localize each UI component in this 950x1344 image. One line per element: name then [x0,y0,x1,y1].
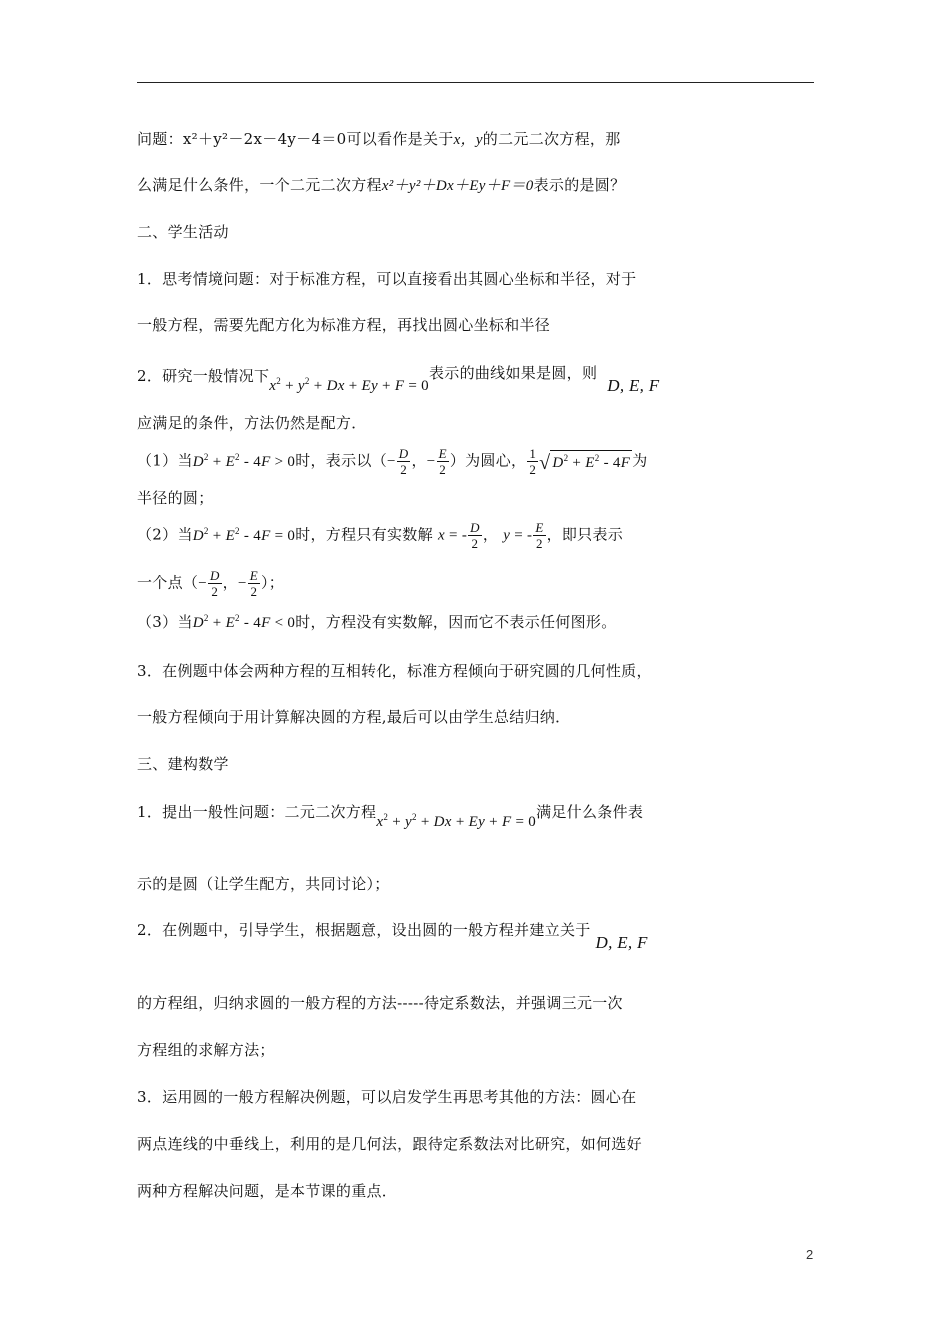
case-1-text: 时，表示以（ [295,451,388,470]
frac-denominator: 2 [211,584,219,599]
fraction-e-over-2 [533,520,545,551]
construct-item-2-text: 2．在例题中，引导学生，根据题意，设出圆的一般方程并建立关于 [137,921,591,939]
problem-text-1b: 的二元二次方程，那 [482,130,621,148]
header-rule [137,82,814,83]
activity-item-1-line-1: 1．思考情境问题：对于标准方程，可以直接看出其圆心坐标和半径，对于 [137,270,637,288]
activity-item-2-text-b: 表示的曲线如果是圆，则 [428,364,598,382]
case-1-for: 为 [632,451,648,470]
problem-text-2b: 表示的是圆？ [533,176,626,194]
case-3-condition: $D^2 + E^2 - 4F < 0$ [192,613,296,631]
case-1-label: （1）当 [137,451,193,470]
construct-item-1-line-2: 示的是圆（让学生配方，共同讨论）； [137,875,390,893]
general-equation: $x^2 + y^2 + Dx + Ey + F = 0$ [269,376,429,394]
activity-item-2-text: 2．研究一般情况下 [137,367,270,385]
frac-denominator: 2 [250,584,258,599]
frac-denominator: 2 [536,536,543,551]
frac-denominator: 2 [471,536,479,551]
case-1-condition: $D^2 + E^2 - 4F > 0$ [192,451,296,470]
solution-y: y = - [503,527,533,544]
page-number: 2 [806,1247,814,1262]
case-2-text-b: ，即只表示 [546,525,624,544]
problem-text-1: 问题：x²＋y²－2x－4y－4＝0可以看作是关于 [137,130,454,148]
frac-numerator-d: D [209,568,220,583]
case-1-line-2: 半径的圆； [137,489,214,507]
general-equation: $x^2 + y^2 + Dx + Ey + F = 0$ [376,812,537,830]
activity-item-2-line-2: 应满足的条件，方法仍然是配方． [137,414,367,432]
solution-x: x = - [437,527,468,544]
case-3-line [137,611,617,634]
activity-item-3-line-1: 3．在例题中体会两种方程的互相转化，标准方程倾向于研究圆的几何性质， [137,662,652,680]
frac-denominator: 2 [439,462,447,477]
case-2-text: 时，方程只有实数解 [295,525,433,544]
fraction-neg-e-over-2 [437,446,449,477]
construct-item-2-line-2: 的方程组，归纳求圆的一般方程的方法-----待定系数法，并强调三元一次 [137,994,623,1012]
problem-vars: x，y [453,132,483,148]
problem-line-2 [137,174,625,197]
case-2-line-2: 一个点（− $\frac{D}{2}$ ，− $\frac{E}{2}$ ）； [137,568,285,599]
activity-item-1-line-2: 一般方程，需要先配方化为标准方程，再找出圆心坐标和半径 [137,316,551,334]
fraction-neg-d-over-2 [397,446,411,477]
fraction-neg-e-over-2 [248,568,260,599]
construct-item-3-line-1: 3．运用圆的一般方程解决例题，可以启发学生再思考其他的方法：圆心在 [137,1088,637,1106]
construct-item-2-line-1 [137,919,648,952]
comma: ， [411,451,427,470]
case-1-center-text: ）为圆心， [449,451,527,470]
activity-item-3-line-2: 一般方程倾向于用计算解决圆的方程,最后可以由学生总结归纳． [137,708,571,726]
construct-item-1-text: 1．提出一般性问题：二元二次方程 [137,803,377,821]
problem-equation: x²＋y²＋Dx＋Ey＋F＝0 [381,178,534,194]
fraction-one-half [527,446,538,477]
frac-numerator-e: E [249,568,258,583]
frac-denominator: 2 [529,462,537,477]
problem-text-2: 么满足什么条件，一个二元二次方程 [137,176,382,194]
problem-line-1 [137,128,621,151]
construct-item-3-line-2: 两点连线的中垂线上，利用的是几何法，跟待定系数法对比研究，如何选好 [137,1135,642,1153]
case-3-text: 时，方程没有实数解，因而它不表示任何图形。 [295,613,617,631]
construct-item-2-line-3: 方程组的求解方法； [137,1041,275,1059]
frac-numerator-d: D [398,446,409,461]
case-2-point: 一个点（ [137,573,199,592]
coefficients-def: D, E, F [595,933,648,952]
construct-item-1-text-b: 满足什么条件表 [536,803,644,821]
case-3-label: （3）当 [137,613,193,631]
construct-item-3-line-3: 两种方程解决问题，是本节课的重点． [137,1182,398,1200]
fraction-d-over-2 [468,520,482,551]
frac-numerator-e: E [535,520,544,535]
frac-numerator-one: 1 [529,446,537,461]
frac-numerator-d: D [470,520,480,535]
section-heading-construct-math: 三、建构数学 [137,755,229,773]
case-2-label: （2）当 [137,525,193,544]
fraction-neg-d-over-2 [208,568,222,599]
case-2-end: ）； [261,573,285,592]
case-2-line: （2）当$D^2 + E^2 - 4F = 0$时，方程只有实数解 x = - $\frac{D}{2}$ ， y = - $\frac{E}{2}$ ，即只表示 [137,520,624,551]
section-heading-student-activity: 二、学生活动 [137,223,229,241]
case-2-condition: $D^2 + E^2 - 4F = 0$ [192,525,296,544]
radius-sqrt: √ $D^2 + E^2 - 4F$ [539,451,631,474]
frac-denominator: 2 [400,462,408,477]
coefficients-def: D, E, F [607,376,660,395]
activity-item-2-line-1 [137,364,660,395]
frac-numerator-e: E [438,446,447,461]
construct-item-1-line-1 [137,801,644,830]
case-1-line: （1）当$D^2 + E^2 - 4F > 0$时，表示以（− $\frac{D}{2}$ ，− $\frac{E}{2}$ ）为圆心， $\frac{1}{2}$ √ $D^2 + E^2 - 4F$ 为 [137,446,648,477]
minus-sign: − [387,453,396,470]
